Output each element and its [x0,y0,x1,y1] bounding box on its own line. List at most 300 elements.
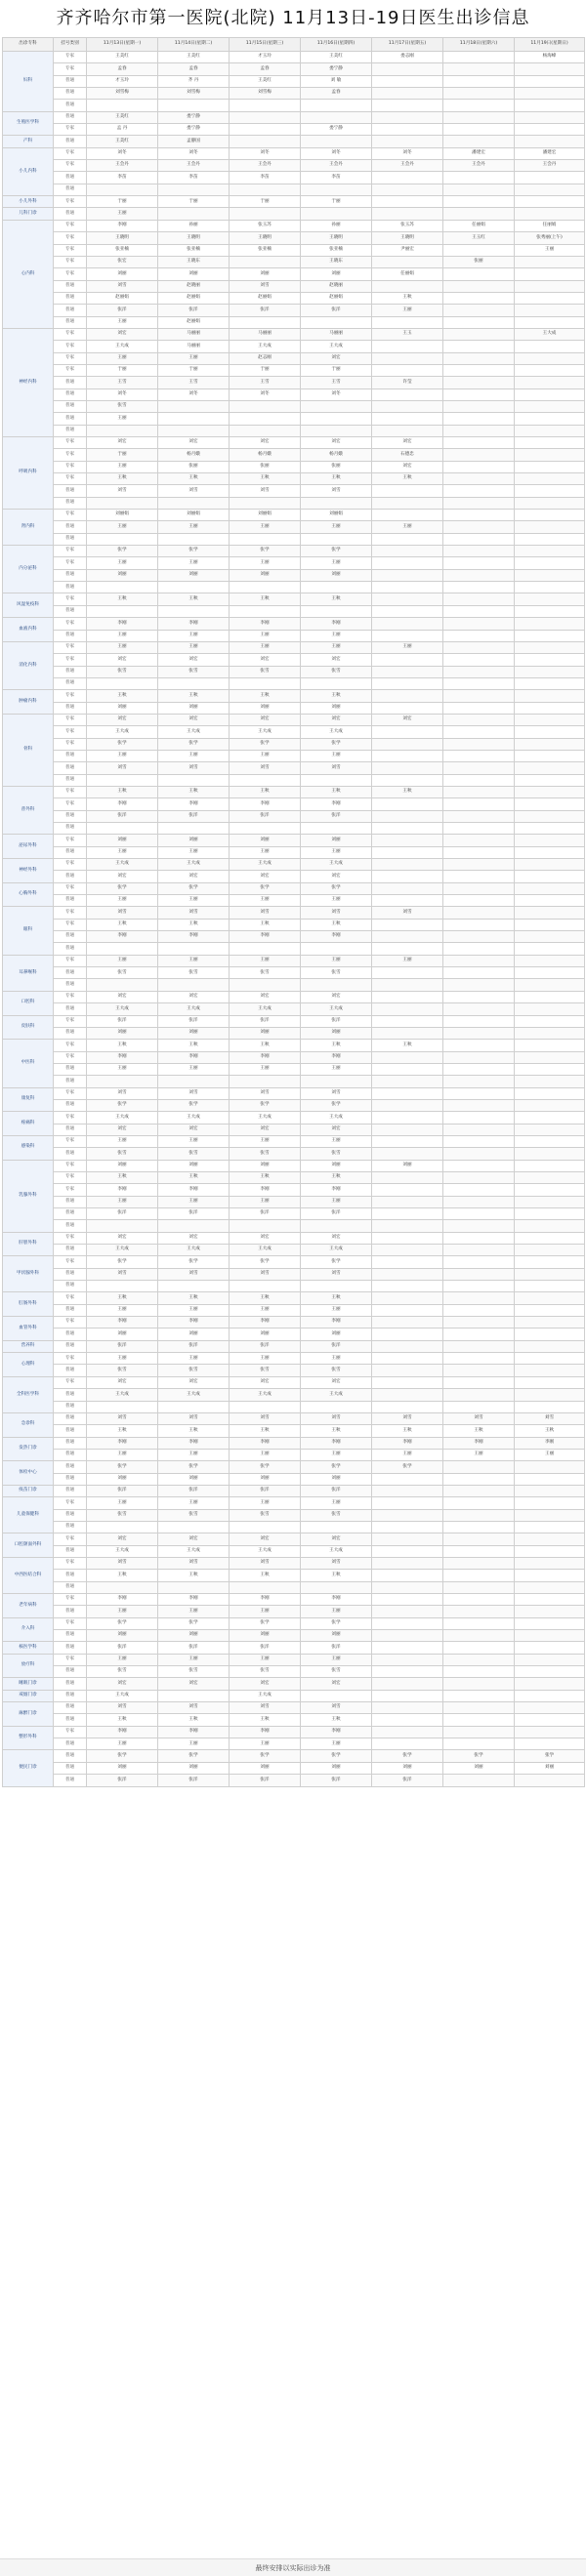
doctor-cell [372,1630,443,1642]
doctor-cell: 刘雪 [301,762,372,774]
doctor-cell [515,823,585,835]
doctor-cell [158,1220,230,1232]
doctor-cell: 任丽娟 [372,268,443,280]
table-row [3,1425,585,1437]
doctor-cell [230,111,301,123]
doctor-cell: 王大成 [230,1245,301,1256]
registration-type: 普通 [54,533,87,545]
doctor-cell [443,1485,515,1496]
doctor-cell: 王秋 [87,593,158,605]
doctor-cell [87,425,158,436]
doctor-cell: 王丽 [372,305,443,316]
doctor-cell [515,268,585,280]
doctor-cell: 刘丽 [301,702,372,714]
doctor-cell [443,1196,515,1207]
doctor-cell: 娄志刚 [372,52,443,63]
doctor-cell [372,1738,443,1750]
table-row [3,136,585,147]
doctor-cell: 王会丹 [372,160,443,172]
doctor-cell [372,485,443,497]
doctor-cell: 王丽 [230,1654,301,1665]
table-row [3,1437,585,1449]
doctor-cell [230,100,301,111]
doctor-cell [443,943,515,955]
registration-type: 专家 [54,437,87,449]
doctor-cell [158,943,230,955]
doctor-cell [301,582,372,593]
doctor-cell: 刘雪 [230,1268,301,1280]
doctor-cell: 王秋 [301,919,372,930]
registration-type: 专家 [54,1184,87,1196]
doctor-cell: 王美红 [87,111,158,123]
table-row [3,1617,585,1629]
doctor-cell: 张洋 [301,810,372,822]
doctor-cell: 王大成 [87,1112,158,1124]
registration-type: 专家 [54,991,87,1002]
doctor-cell: 王丽 [158,846,230,858]
department-name: 儿童保健科 [3,1497,54,1533]
doctor-cell: 刘雪 [158,1702,230,1714]
doctor-cell: 刘宏 [158,871,230,882]
doctor-cell [372,557,443,569]
registration-type: 普通 [54,1425,87,1437]
registration-type: 普通 [54,1437,87,1449]
registration-type: 普通 [54,1545,87,1557]
doctor-cell: 张雪 [301,1509,372,1521]
doctor-cell: 王秋 [230,473,301,485]
doctor-cell: 刘雪 [87,907,158,919]
table-row [3,1304,585,1316]
doctor-cell [372,316,443,328]
doctor-cell [158,677,230,689]
doctor-cell: 刘雪 [301,485,372,497]
doctor-cell [372,1509,443,1521]
doctor-cell: 王大成 [158,1003,230,1015]
doctor-cell: 刘雪 [230,485,301,497]
doctor-cell [443,1509,515,1521]
table-row [3,1063,585,1075]
doctor-cell: 张玉苏 [230,220,301,231]
doctor-cell: 张洋 [230,1775,301,1786]
doctor-cell [515,786,585,797]
department-name: 整形外科 [3,1726,54,1750]
doctor-cell [515,1654,585,1665]
column-header-date: 11月15日(星期三) [230,38,301,52]
doctor-cell [515,100,585,111]
doctor-cell: 张洋 [301,1208,372,1220]
registration-type: 普通 [54,1220,87,1232]
doctor-cell: 张学 [372,1461,443,1473]
doctor-cell: 王秋 [301,1425,372,1437]
doctor-cell: 李刚 [372,1437,443,1449]
doctor-cell: 刘丽 [87,702,158,714]
doctor-cell: 王丽 [230,521,301,533]
doctor-cell: 刘丽 [158,1329,230,1340]
doctor-cell [443,1376,515,1388]
doctor-cell [515,1184,585,1196]
registration-type: 普通 [54,1208,87,1220]
doctor-cell: 王秋 [87,1570,158,1581]
doctor-cell: 刘雪 [230,1087,301,1099]
table-row [3,425,585,436]
doctor-cell: 刘丽 [301,1630,372,1642]
doctor-cell [515,1112,585,1124]
doctor-cell: 王雪 [87,377,158,388]
doctor-cell: 赵志刚 [230,352,301,364]
doctor-cell [443,292,515,304]
doctor-cell: 张雪 [230,1365,301,1376]
doctor-cell: 刘宏 [301,1678,372,1690]
doctor-cell [372,1099,443,1111]
doctor-cell: 王丽 [87,1063,158,1075]
doctor-cell: 张雪 [301,1148,372,1160]
doctor-cell [443,750,515,761]
doctor-cell [443,341,515,352]
doctor-cell: 刘宏 [87,1678,158,1690]
doctor-cell [372,184,443,195]
registration-type: 专家 [54,1051,87,1063]
department-name: 肛肠外科 [3,1292,54,1317]
doctor-cell: 王大成 [158,1112,230,1124]
doctor-cell [515,641,585,653]
doctor-cell: 王大成 [230,859,301,871]
department-name: 神经内科 [3,328,54,436]
registration-type: 普通 [54,400,87,412]
doctor-cell: 王丽 [372,955,443,966]
doctor-cell [230,1281,301,1292]
table-row [3,762,585,774]
table-row [3,88,585,100]
doctor-cell: 刘丽 [158,1160,230,1171]
doctor-cell [515,846,585,858]
doctor-cell [372,702,443,714]
doctor-cell [158,533,230,545]
table-row [3,1581,585,1593]
doctor-cell [515,943,585,955]
table-row [3,907,585,919]
doctor-cell: 王丽 [87,413,158,425]
doctor-cell [372,931,443,943]
doctor-cell: 张学 [301,1617,372,1629]
doctor-cell [443,1003,515,1015]
doctor-cell [230,943,301,955]
doctor-cell [515,1666,585,1678]
registration-type: 专家 [54,546,87,557]
table-row [3,1281,585,1292]
doctor-cell: 张洋 [230,1485,301,1496]
registration-type: 专家 [54,835,87,846]
doctor-cell [515,1099,585,1111]
doctor-cell: 王大成 [301,1112,372,1124]
doctor-cell: 张雪 [158,1509,230,1521]
doctor-cell: 王秋 [87,690,158,702]
doctor-cell: 刘雪 [87,1087,158,1099]
doctor-cell: 王秋 [372,1040,443,1051]
doctor-cell [443,1292,515,1304]
doctor-cell [158,979,230,991]
registration-type: 普通 [54,871,87,882]
doctor-cell: 王丽 [87,461,158,472]
doctor-cell [372,1124,443,1135]
registration-type: 专家 [54,738,87,750]
doctor-cell: 张洋 [301,305,372,316]
doctor-cell: 李刚 [301,618,372,630]
table-row [3,1365,585,1376]
doctor-cell [158,1076,230,1087]
table-row [3,943,585,955]
doctor-cell [87,943,158,955]
registration-type: 专家 [54,124,87,136]
doctor-cell [372,774,443,786]
doctor-cell: 刘丽 [301,268,372,280]
doctor-cell: 刘宏 [230,714,301,725]
registration-type: 普通 [54,967,87,979]
doctor-cell: 张学 [87,1750,158,1762]
doctor-cell [372,1557,443,1569]
doctor-cell [443,882,515,894]
doctor-cell [372,593,443,605]
doctor-cell: 王大成 [158,1545,230,1557]
department-name: 血液内科 [3,618,54,642]
doctor-cell: 张洋 [158,810,230,822]
doctor-cell: 张学 [87,1256,158,1268]
doctor-cell: 王秋 [158,1040,230,1051]
doctor-cell: 王丽 [87,955,158,966]
doctor-cell: 王丽 [87,316,158,328]
doctor-cell [230,1220,301,1232]
doctor-cell [372,1027,443,1039]
table-row [3,557,585,569]
doctor-cell: 王晓明 [301,232,372,244]
doctor-cell [230,1076,301,1087]
doctor-cell [301,425,372,436]
doctor-cell: 刘雪 [230,1557,301,1569]
table-row [3,196,585,208]
doctor-cell: 王丽 [230,1449,301,1460]
doctor-cell: 刘雪 [301,907,372,919]
doctor-cell: 刘宏 [230,1124,301,1135]
registration-type: 普通 [54,1281,87,1292]
doctor-cell [372,967,443,979]
doctor-cell [443,1642,515,1654]
table-row [3,1473,585,1485]
doctor-cell [372,810,443,822]
table-row [3,521,585,533]
column-header-date: 11月19日(星期日) [515,38,585,52]
registration-type: 普通 [54,280,87,292]
doctor-cell [515,497,585,509]
registration-type: 专家 [54,1292,87,1304]
doctor-cell: 张洋 [87,1015,158,1027]
doctor-cell: 赵晓丽 [301,280,372,292]
doctor-cell [230,184,301,195]
column-header-date: 11月14日(星期二) [158,38,230,52]
doctor-cell [443,991,515,1002]
doctor-cell: 刘丽 [230,1473,301,1485]
footer-note: 最终安排以实际出诊为准 [0,2558,586,2576]
doctor-cell [158,400,230,412]
doctor-cell: 张雪 [87,1666,158,1678]
department-name: 血管外科 [3,1317,54,1341]
doctor-cell: 李刚 [301,1051,372,1063]
doctor-cell [301,111,372,123]
doctor-cell: 王丽 [230,1135,301,1147]
doctor-cell: 王丽 [230,750,301,761]
doctor-cell [372,413,443,425]
doctor-cell [443,1087,515,1099]
doctor-cell: 刘宏 [301,991,372,1002]
doctor-cell: 王丽 [230,641,301,653]
doctor-cell [372,1570,443,1581]
table-row [3,1208,585,1220]
doctor-cell [372,1329,443,1340]
table-row [3,316,585,328]
doctor-cell: 张学 [230,546,301,557]
doctor-cell [515,991,585,1002]
doctor-cell: 王大成 [158,1389,230,1401]
doctor-cell [372,1521,443,1533]
doctor-cell: 王大成 [87,1690,158,1701]
doctor-cell: 王大成 [87,726,158,738]
department-name: 生殖医学科 [3,111,54,136]
doctor-cell: 于丽 [158,196,230,208]
doctor-cell: 张洋 [230,1340,301,1352]
table-row [3,1654,585,1665]
doctor-cell [515,1063,585,1075]
doctor-cell: 张洋 [230,1015,301,1027]
doctor-cell: 刘宏 [230,1678,301,1690]
doctor-cell: 张雪 [87,967,158,979]
doctor-cell [515,521,585,533]
doctor-cell: 娄宁静 [158,111,230,123]
doctor-cell [443,1220,515,1232]
registration-type: 专家 [54,593,87,605]
doctor-cell [515,835,585,846]
table-row [3,268,585,280]
table-row [3,1642,585,1654]
doctor-cell: 刘冬 [372,147,443,159]
registration-type: 普通 [54,1630,87,1642]
doctor-cell [87,1281,158,1292]
doctor-cell: 张秀丽(上午) [515,232,585,244]
registration-type: 普通 [54,1124,87,1135]
doctor-cell [515,1389,585,1401]
doctor-cell: 杨海峰 [515,52,585,63]
table-row [3,1401,585,1412]
doctor-cell: 张洋 [158,1340,230,1352]
doctor-cell [443,1666,515,1678]
registration-type: 普通 [54,1063,87,1075]
doctor-cell: 刘丽 [87,1762,158,1774]
doctor-cell [372,1171,443,1183]
doctor-cell: 刘丽 [372,1762,443,1774]
doctor-cell [515,726,585,738]
doctor-cell: 许莹 [372,377,443,388]
doctor-cell [443,124,515,136]
doctor-cell [443,835,515,846]
doctor-cell: 张洋 [158,1208,230,1220]
registration-type: 普通 [54,425,87,436]
doctor-cell: 张学 [301,1256,372,1268]
doctor-cell: 王秋 [230,786,301,797]
table-row [3,1630,585,1642]
table-row [3,292,585,304]
registration-type: 专家 [54,1015,87,1027]
doctor-cell [443,1775,515,1786]
doctor-cell: 刘雪 [372,1412,443,1424]
doctor-cell [515,292,585,304]
doctor-cell: 张洋 [301,1015,372,1027]
doctor-cell [158,184,230,195]
department-name: 皮肤科 [3,1015,54,1040]
doctor-cell [443,449,515,461]
table-row [3,377,585,388]
doctor-cell [443,1268,515,1280]
department-name: 中医科 [3,1040,54,1087]
doctor-cell: 刘宏 [87,1232,158,1244]
doctor-cell [515,400,585,412]
registration-type: 专家 [54,1497,87,1509]
registration-type: 专家 [54,641,87,653]
doctor-cell: 张学 [301,1461,372,1473]
doctor-cell: 于丽 [301,196,372,208]
registration-type: 普通 [54,931,87,943]
doctor-cell: 张洋 [158,1015,230,1027]
doctor-cell [515,88,585,100]
doctor-cell [372,1473,443,1485]
doctor-cell: 王丽 [87,352,158,364]
doctor-cell: 王秋 [158,786,230,797]
doctor-cell [372,196,443,208]
doctor-cell: 王晓东 [301,256,372,267]
doctor-cell: 王丽 [87,1738,158,1750]
doctor-cell: 刘丽 [230,569,301,581]
registration-type: 普通 [54,1485,87,1496]
table-row [3,1245,585,1256]
doctor-cell: 刘宏 [158,1533,230,1545]
doctor-cell: 王秋 [230,1425,301,1437]
doctor-cell [372,497,443,509]
doctor-cell [515,1570,585,1581]
doctor-cell: 赵丽娟 [87,292,158,304]
doctor-cell: 张洋 [230,1642,301,1654]
doctor-cell [372,136,443,147]
department-name: 老年病科 [3,1594,54,1618]
doctor-cell [443,1040,515,1051]
registration-type: 专家 [54,786,87,797]
doctor-cell: 刘雪 [301,1412,372,1424]
registration-type: 专家 [54,1160,87,1171]
doctor-cell [443,184,515,195]
doctor-cell: 刘丽 [158,569,230,581]
doctor-cell [515,774,585,786]
doctor-cell [515,1497,585,1509]
registration-type: 普通 [54,1678,87,1690]
doctor-cell [515,124,585,136]
doctor-cell: 刘雪 [87,280,158,292]
doctor-cell: 张洋 [87,305,158,316]
doctor-cell [443,1148,515,1160]
department-name: 戒烟门诊 [3,1690,54,1701]
doctor-cell: 王丽 [87,846,158,858]
table-row [3,1678,585,1690]
doctor-cell [372,1135,443,1147]
doctor-cell [515,184,585,195]
department-name: 介入科 [3,1617,54,1642]
doctor-cell: 刘雪 [87,762,158,774]
doctor-cell: 王秋 [158,919,230,930]
doctor-cell: 赵丽娟 [158,316,230,328]
